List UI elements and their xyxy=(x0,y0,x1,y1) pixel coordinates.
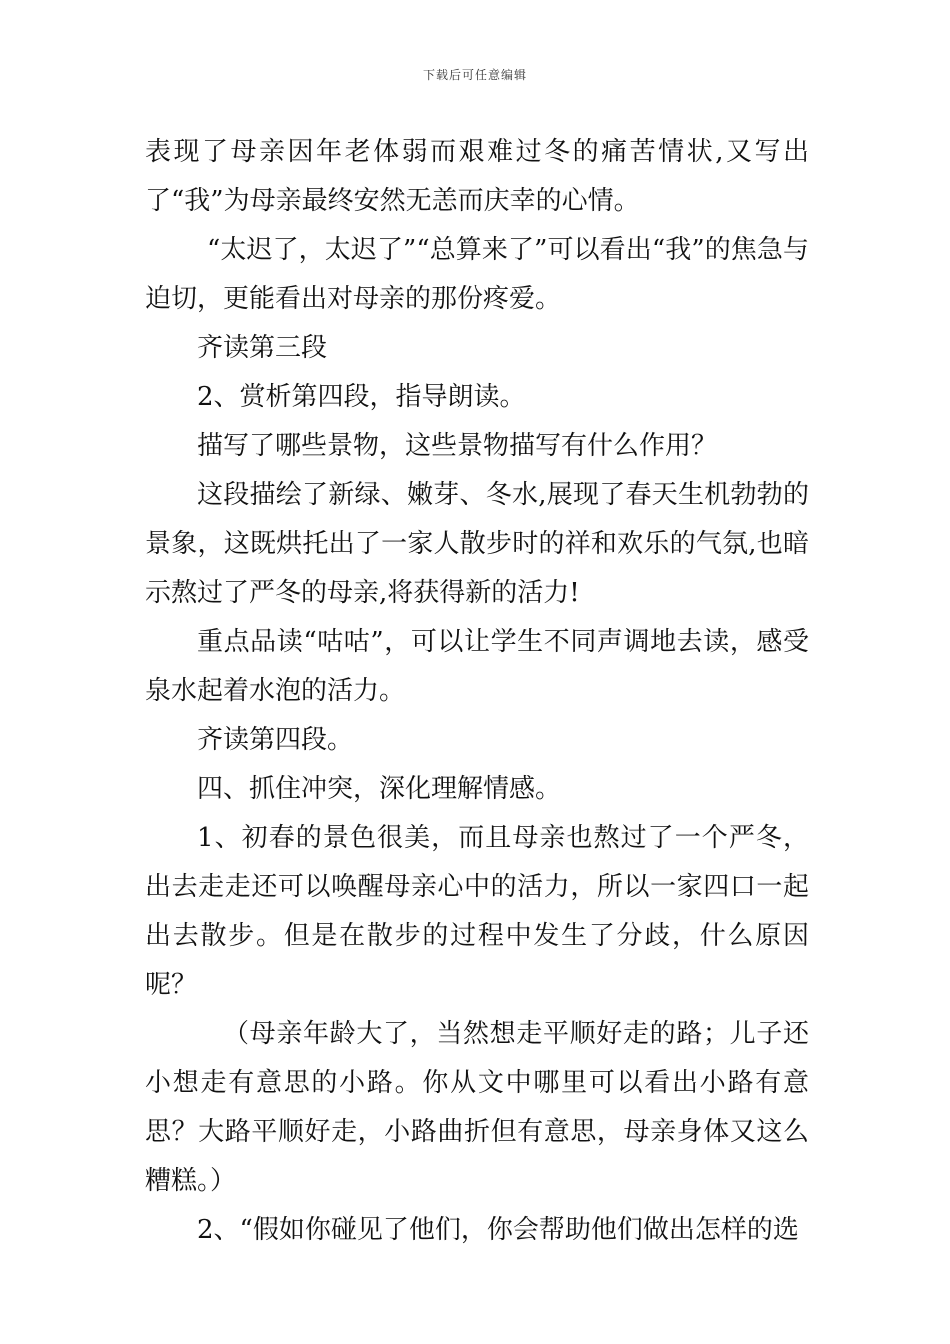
paragraph-5: 描写了哪些景物，这些景物描写有什么作用？ xyxy=(197,431,718,461)
paragraph-2: “太迟了，太迟了”“总算来了”可以看出“我”的焦急与迫切，更能看出对母亲的那份疼爱。 xyxy=(145,235,809,314)
paragraph-9: 四、抓住冲突，深化理解情感。 xyxy=(197,774,562,804)
page-header: 下载后可任意编辑 xyxy=(422,68,527,82)
paragraph-7: 重点品读“咕咕”，可以让学生不同声调地去读，感受泉水起着水泡的活力。 xyxy=(145,627,809,706)
document-body xyxy=(145,128,809,1255)
paragraph-3: 齐读第三段 xyxy=(197,333,328,363)
paragraph-12: 2、“假如你碰见了他们，你会帮助他们做出怎样的选 xyxy=(197,1215,799,1245)
paragraph-10: 1、初春的景色很美，而且母亲也熬过了一个严冬，出去走走还可以唤醒母亲心中的活力，所以一家四口一起出去散步。但是在散步的过程中发生了分歧，什么原因呢？ xyxy=(145,823,809,1000)
paragraph-6: 这段描绘了新绿、嫩芽、冬水,展现了春天生机勃勃的景象，这既烘托出了一家人散步时的祥和欢乐的气氛,也暗示熬过了严冬的母亲,将获得新的活力! xyxy=(145,480,809,608)
paragraph-4: 2、赏析第四段，指导朗读。 xyxy=(197,382,526,412)
paragraph-1: 表现了母亲因年老体弱而艰难过冬的痛苦情状,又写出了“我”为母亲最终安然无恙而庆幸的心情。 xyxy=(145,137,809,216)
paragraph-8: 齐读第四段。 xyxy=(197,725,354,755)
paragraph-11: （母亲年龄大了，当然想走平顺好走的路；儿子还小想走有意思的小路。你从文中哪里可以看出小路有意思？大路平顺好走，小路曲折但有意思，母亲身体又这么糟糕。） xyxy=(145,1019,809,1196)
